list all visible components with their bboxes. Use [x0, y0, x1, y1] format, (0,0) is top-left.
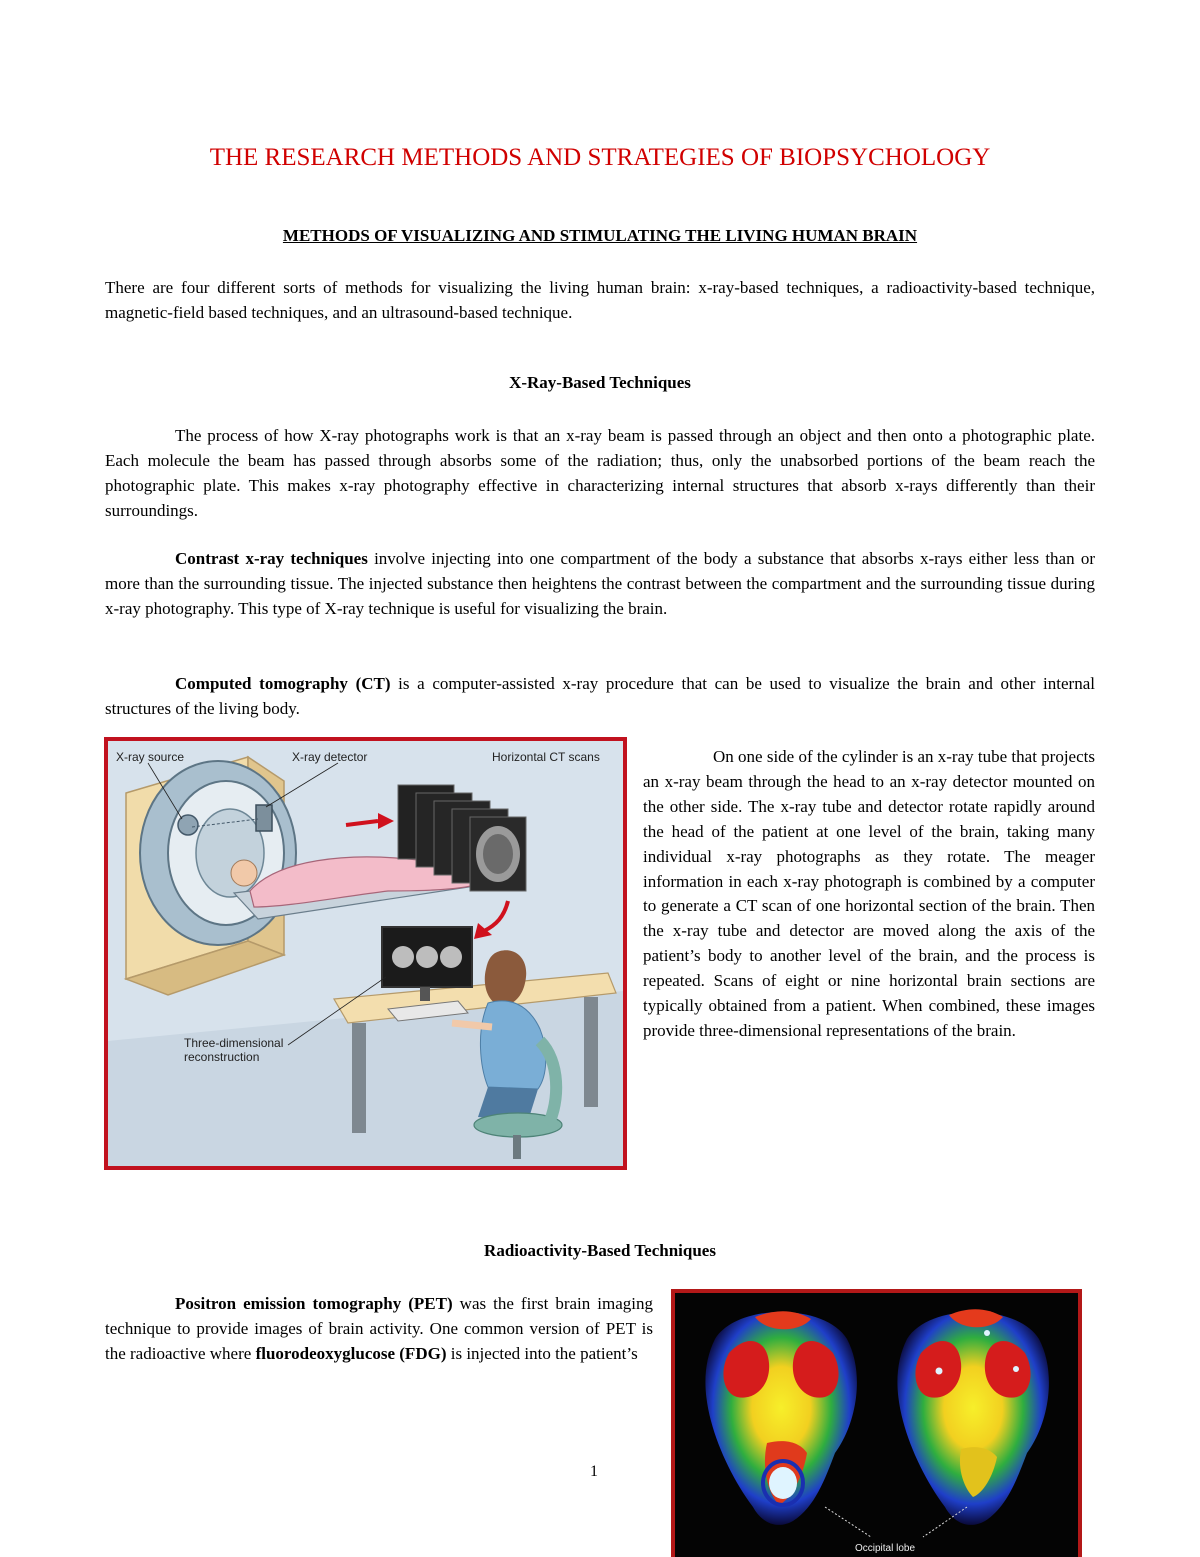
- pet-text-1: was the first brain imaging technique to provide images of brain activity. One common version of PET is the radioactive where: [105, 1294, 653, 1363]
- ct-description: [643, 745, 1095, 1044]
- label-xray-detector: X-ray detector: [292, 750, 368, 764]
- ct-paragraph: [105, 671, 1095, 721]
- radioactivity-heading: Radioactivity-Based Techniques: [484, 1241, 716, 1260]
- label-horizontal-ct-scans: Horizontal CT scans: [492, 750, 600, 764]
- intro-paragraph: There are four different sorts of methods for visualizing the living human brain: x-ray-based techniques, a radioactivity-based technique, magnetic-field based techniques, and an ultrasound-based technique.: [105, 278, 1095, 322]
- ct-text: is a computer-assisted x-ray procedure that can be used to visualize the brain and other internal structures of the living body.: [105, 674, 1095, 718]
- page-number: 1: [590, 1463, 598, 1480]
- pet-paragraph: [105, 1291, 653, 1366]
- pet-text-2: is injected into the patient’s: [446, 1344, 638, 1363]
- page-title: THE RESEARCH METHODS AND STRATEGIES OF BIOPSYCHOLOGY: [209, 144, 991, 171]
- ct-illustration: [108, 741, 623, 1166]
- contrast-text: involve injecting into one compartment of the body a substance that absorbs x-rays either less than or more than the surrounding tissue. The injected substance then heightens the contrast between the compartment and the surrounding tissue during x-ray photography. This type of X-ray technique is useful for visualizing the brain.: [105, 549, 1095, 618]
- xray-paragraph: The process of how X-ray photographs work is that an x-ray beam is passed through an object and then onto a photographic plate. Each molecule the beam has passed through absorbs some of the radiation; thus, only the unabsorbed portions of the beam reach the photographic plate. This makes x-ray photography effective in characterizing internal structures that absorb x-rays differently than their surroundings.: [105, 426, 1095, 520]
- ct-term: Computed tomography (CT): [175, 674, 391, 693]
- pet-scan-figure: [671, 1289, 1082, 1557]
- pet-term: Positron emission tomography (PET): [175, 1294, 453, 1313]
- pet-illustration: [675, 1293, 1078, 1557]
- contrast-term: Contrast x-ray techniques: [175, 549, 368, 568]
- section-heading: METHODS OF VISUALIZING AND STIMULATING THE LIVING HUMAN BRAIN: [282, 226, 918, 245]
- label-occipital-lobe: Occipital lobe: [855, 1543, 916, 1554]
- label-reconstruction-line1: Three-dimensional: [184, 1036, 284, 1050]
- ct-description-text: On one side of the cylinder is an x-ray tube that projects an x-ray beam through the head to an x-ray detector mounted on the other side. The x-ray tube and detector rotate rapidly around the head of the patient at one level of the brain, taking many individual x-ray photographs as they rotate. The meager information in each x-ray photograph is combined by a computer to generate a CT scan of one horizontal section of the brain. Then the x-ray tube and detector are moved along the axis of the patient’s body to another level of the brain, and the process is repeated. Scans of eight or nine horizontal brain sections are typically obtained from a patient. When combined, these images provide three-dimensional representations of the brain.: [643, 747, 1095, 1040]
- contrast-paragraph: [105, 546, 1095, 621]
- xray-heading: X-Ray-Based Techniques: [509, 373, 691, 392]
- label-xray-source: X-ray source: [116, 750, 185, 764]
- fdg-term: fluorodeoxyglucose (FDG): [255, 1344, 447, 1363]
- ct-scanner-figure: [104, 737, 627, 1170]
- label-reconstruction-line2: reconstruction: [184, 1050, 260, 1064]
